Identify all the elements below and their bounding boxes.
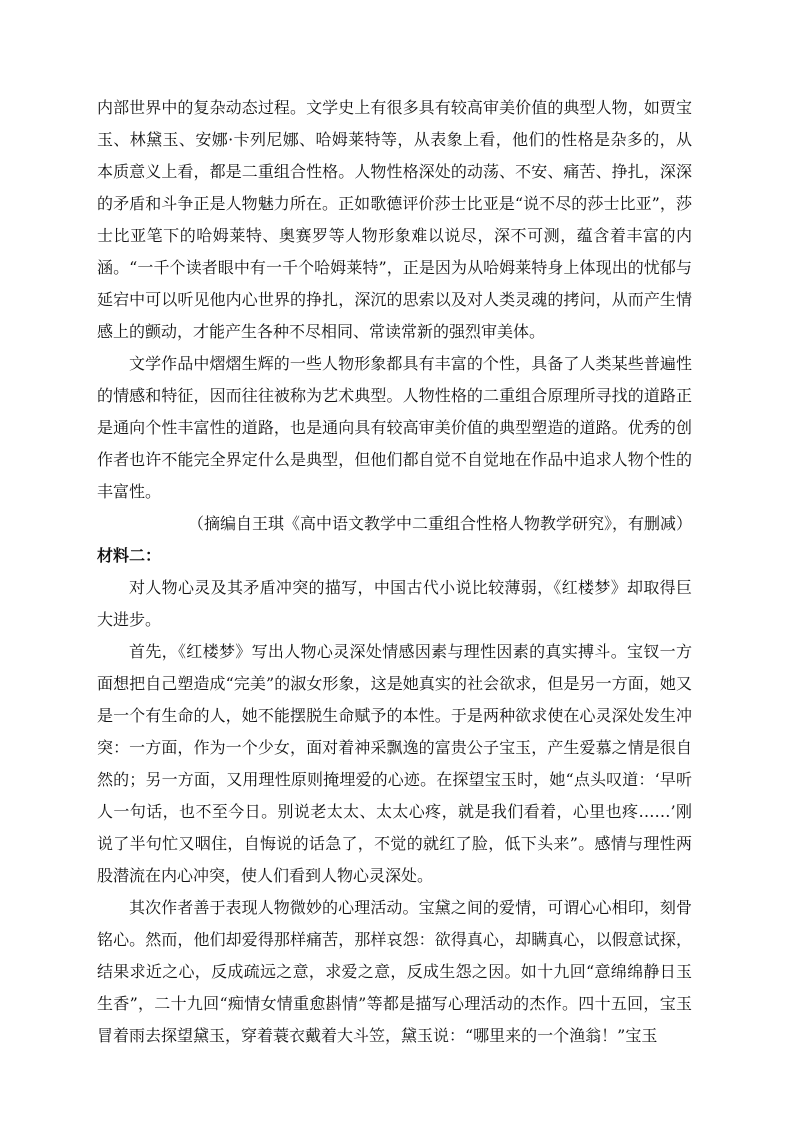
source-note: （摘编自王琪《高中语文教学中二重组合性格人物教学研究》，有删减）: [187, 514, 692, 533]
paragraph-2: 文学作品中熠熠生辉的一些人物形象都具有丰富的个性，具备了人类某些普遍性的情感和特征，因而往往被称为艺术典型。人物性格的二重组合原理所寻找的道路正是通向个性丰富性的道路，也是通向具有较高审美价值的典型塑造的道路。优秀的创作者也许不能完全界定什么是典型，但他们都自觉不自觉地在作品中追求人物个性的丰富性。: [97, 354, 692, 501]
document-page: [97, 92, 692, 1052]
paragraph-3: 对人物心灵及其矛盾冲突的描写，中国古代小说比较薄弱，《红楼梦》却取得巨大进步。: [97, 578, 692, 629]
paragraph-1: 内部世界中的复杂动态过程。文学史上有很多具有较高审美价值的典型人物，如贾宝玉、林黛玉、安娜·卡列尼娜、哈姆莱特等，从表象上看，他们的性格是杂多的，从本质意义上看，都是二重组合性格。人物性格深处的动荡、不安、痛苦、挣扎，深深的矛盾和斗争正是人物魅力所在。正如歌德评价莎士比亚是“说不尽的莎士比亚”，莎士比亚笔下的哈姆莱特、奥赛罗等人物形象难以说尽，深不可测，蕴含着丰富的内涵。“一千个读者眼中有一千个哈姆莱特”，正是因为从哈姆莱特身上体现出的忧郁与延宕中可以听见他内心世界的挣扎，深沉的思索以及对人类灵魂的拷问，从而产生情感上的颤动，才能产生各种不尽相同、常读常新的强烈审美体。: [97, 98, 692, 341]
section-title-material-2: 材料二：: [97, 546, 162, 565]
paragraph-4: 首先，《红楼梦》写出人物心灵深处情感因素与理性因素的真实搏斗。宝钗一方面想把自己塑造成“完美”的淑女形象，这是她真实的社会欲求，但是另一方面，她又是一个有生命的人，她不能摆脱生命赋予的本性。于是两种欲求使在心灵深处发生冲突：一方面，作为一个少女，面对着神采飘逸的富贵公子宝玉，产生爱慕之情是很自然的；另一方面，又用理性原则掩埋爱的心迹。在探望宝玉时，她“点头叹道：‘早听人一句话，也不至今日。别说老太太、太太心疼，就是我们看着，心里也疼……’刚说了半句忙又咽住，自悔说的话急了，不觉的就红了脸，低下头来”。感情与理性两股潜流在内心冲突，使人们看到人物心灵深处。: [97, 642, 692, 885]
paragraph-5: 其次作者善于表现人物微妙的心理活动。宝黛之间的爱情，可谓心心相印，刻骨铭心。然而，他们却爱得那样痛苦，那样哀怨：欲得真心，却瞒真心，以假意试探，结果求近之心，反成疏远之意，求爱之意，反成生怨之因。如十九回“意绵绵静日玉生香”，二十九回“痴情女情重愈斟情”等都是描写心理活动的杰作。四十五回，宝玉冒着雨去探望黛玉，穿着蓑衣戴着大斗笠，黛玉说：“哪里来的一个渔翁！”宝玉: [97, 898, 692, 1045]
